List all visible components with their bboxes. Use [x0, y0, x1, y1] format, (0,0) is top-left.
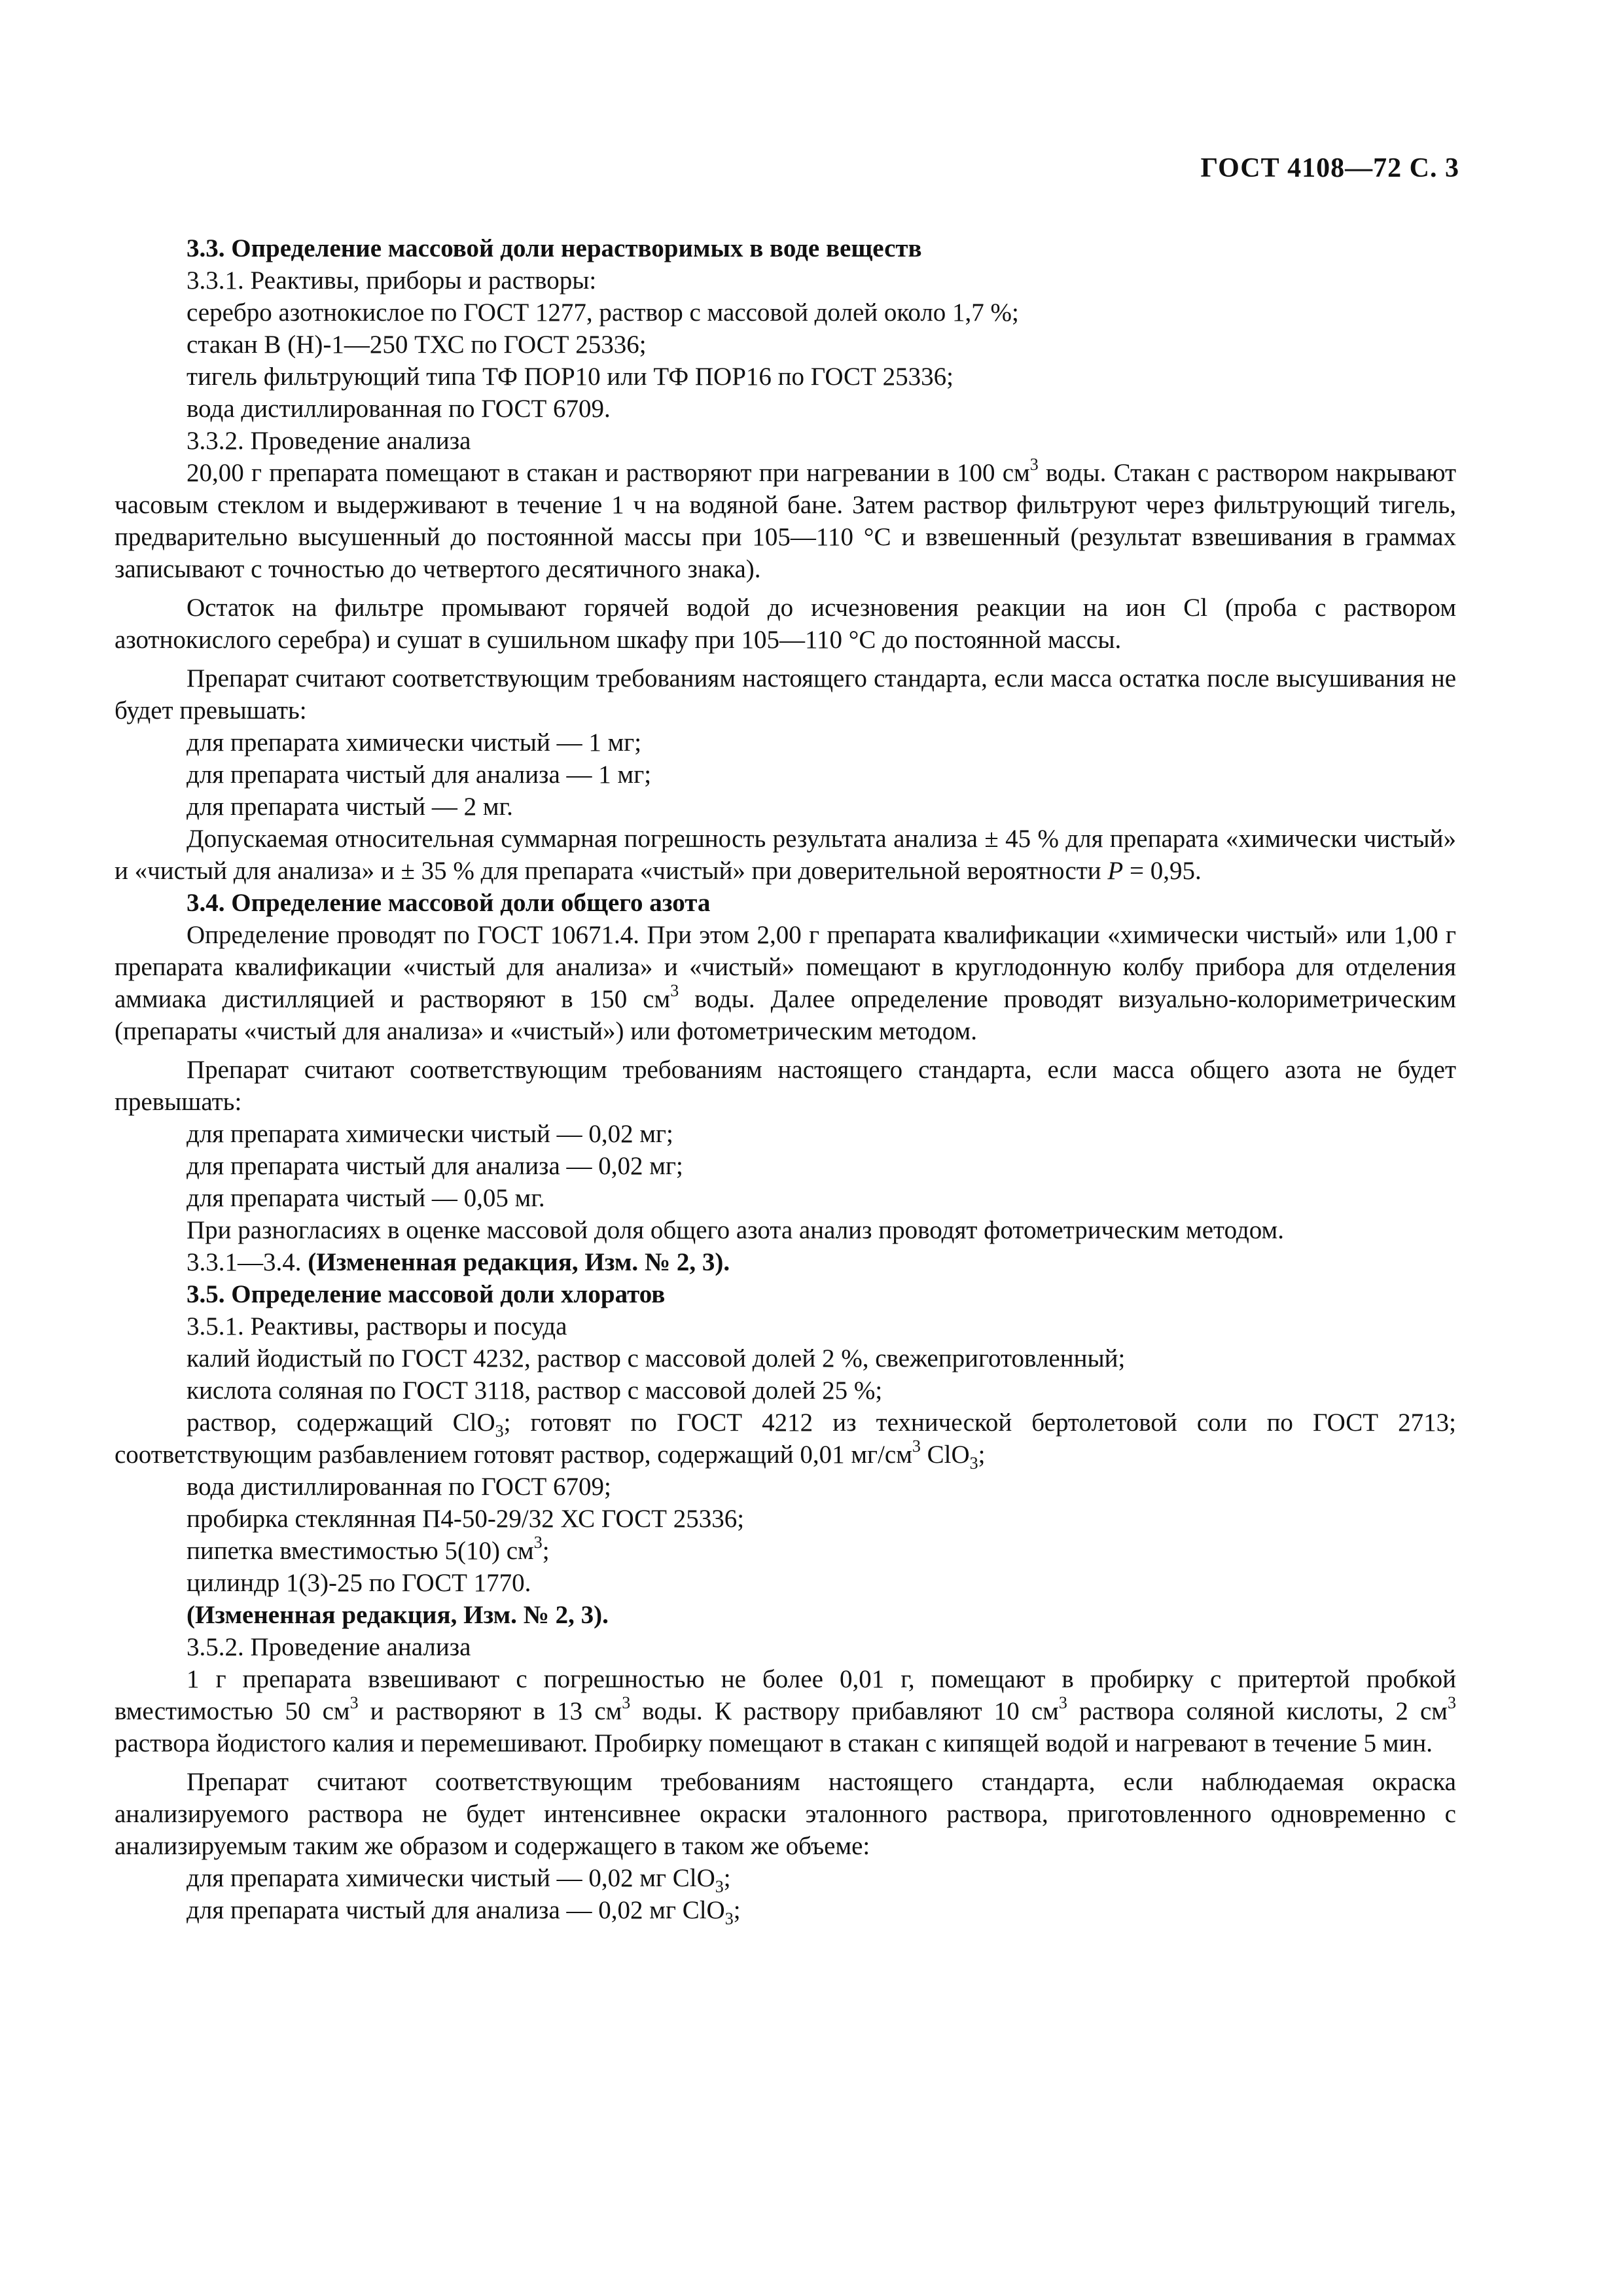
paragraph: [115, 1862, 1456, 1894]
paragraph: [115, 1150, 1456, 1182]
paragraph: [115, 919, 1456, 1047]
text-segment: 3.5.2. Проведение анализа: [187, 1633, 471, 1661]
paragraph: [115, 1503, 1456, 1535]
text-segment: 3: [533, 1533, 543, 1552]
text-segment: (Измененная редакция, Изм. № 2, 3).: [308, 1248, 730, 1276]
text-segment: 20,00 г препарата помещают в стакан и растворяют при нагревании в 100 см: [187, 459, 1030, 487]
paragraph: [115, 759, 1456, 791]
text-segment: ;: [723, 1864, 731, 1892]
page-header: ГОСТ 4108—72 С. 3: [1200, 153, 1459, 183]
text-segment: 1 г препарата взвешивают с погрешностью не более 0,01 г, помещают в пробирку с притертой пробкой вместимостью 50 см: [115, 1665, 1456, 1725]
paragraph: [115, 823, 1456, 887]
paragraph: [115, 1374, 1456, 1407]
text-segment: 3.5. Определение массовой доли хлоратов: [187, 1280, 666, 1308]
text-segment: воды. Далее определение проводят визуально-колориметрическим (препараты «чистый для анализа» и «чистый») или фотометрическим методом.: [115, 985, 1456, 1045]
paragraph: [115, 1894, 1456, 1926]
text-segment: вода дистиллированная по ГОСТ 6709;: [187, 1473, 611, 1501]
text-segment: 3: [969, 1454, 978, 1473]
paragraph: [115, 264, 1456, 296]
text-segment: воды. Стакан с раствором накрывают часовым стеклом и выдерживают в течение 1 ч на водяной бане. Затем раствор фильтруют через фильтрующий тигель, предварительно высушенный до постоянной массы при 105—110 °С и взвешенный (результат взвешивания в граммах записывают с точностью до четвертого десятичного знака).: [115, 459, 1456, 583]
paragraph: [115, 1471, 1456, 1503]
paragraph: [115, 1631, 1456, 1663]
text-segment: Допускаемая относительная суммарная погрешность результата анализа ± 45 % для препарата «химически чистый» и «чистый для анализа» и ± 35 % для препарата «чистый» при доверительной вероятности: [115, 825, 1456, 885]
text-segment: ; готовят по ГОСТ 4212 из технической бертолетовой соли по ГОСТ 2713; соответствующим разбавлением готовят раствор, содержащий 0,01 мг/см: [115, 1408, 1456, 1469]
text-segment: для препарата чистый — 2 мг.: [187, 793, 513, 821]
text-segment: для препарата чистый для анализа — 0,02 мг ClO: [187, 1896, 725, 1924]
paragraph: [115, 393, 1456, 425]
document-body: [115, 232, 1456, 1926]
text-segment: 3: [724, 1909, 734, 1928]
text-segment: стакан В (Н)-1—250 ТХС по ГОСТ 25336;: [187, 331, 647, 359]
text-segment: Препарат считают соответствующим требованиям настоящего стандарта, если наблюдаемая окраска анализируемого раствора не будет интенсивнее окраски эталонного раствора, приготовленного одновременно с анализируемым таким же образом и содержащего в таком же объеме:: [115, 1768, 1456, 1860]
text-segment: для препарата чистый для анализа — 0,02 мг;: [187, 1152, 683, 1180]
paragraph: [115, 329, 1456, 361]
section-heading: [115, 1278, 1456, 1310]
text-segment: При разногласиях в оценке массовой доля общего азота анализ проводят фотометрическим методом.: [187, 1216, 1284, 1244]
paragraph: [115, 457, 1456, 585]
paragraph: [115, 1182, 1456, 1214]
text-segment: пробирка стеклянная П4-50-29/32 ХС ГОСТ 25336;: [187, 1505, 745, 1533]
paragraph: [115, 1310, 1456, 1342]
text-segment: 3: [349, 1693, 359, 1712]
paragraph: [115, 1567, 1456, 1599]
text-segment: ;: [978, 1441, 986, 1469]
paragraph: [115, 1118, 1456, 1150]
text-segment: 3.3.1—3.4.: [187, 1248, 308, 1276]
paragraph: [115, 791, 1456, 823]
text-segment: серебро азотнокислое по ГОСТ 1277, раствор с массовой долей около 1,7 %;: [187, 298, 1019, 327]
paragraph: [115, 296, 1456, 329]
text-segment: Определение проводят по ГОСТ 10671.4. При этом 2,00 г препарата квалификации «химически чистый» или 1,00 г препарата квалификации «чистый для анализа» и «чистый» помещают в круглодонную колбу прибора для отделения аммиака дистилляцией и растворяют в 150 см: [115, 921, 1456, 1013]
text-segment: и растворяют в 13 см: [358, 1697, 622, 1725]
text-segment: для препарата химически чистый — 0,02 мг;: [187, 1120, 673, 1148]
text-segment: 3: [1029, 455, 1039, 474]
section-heading: [115, 887, 1456, 919]
text-segment: для препарата чистый — 0,05 мг.: [187, 1184, 545, 1212]
paragraph: [115, 425, 1456, 457]
text-segment: P: [1107, 857, 1124, 885]
paragraph: [115, 1342, 1456, 1374]
text-segment: для препарата химически чистый — 0,02 мг ClO: [187, 1864, 715, 1892]
text-segment: 3: [912, 1437, 921, 1456]
text-segment: 3.3.1. Реактивы, приборы и растворы:: [187, 266, 597, 295]
paragraph: [115, 1535, 1456, 1567]
text-segment: (Измененная редакция, Изм. № 2, 3).: [187, 1601, 609, 1629]
text-segment: калий йодистый по ГОСТ 4232, раствор с массовой долей 2 %, свежеприготовленный;: [187, 1344, 1126, 1372]
paragraph: [115, 726, 1456, 759]
paragraph: [115, 1246, 1456, 1278]
text-segment: вода дистиллированная по ГОСТ 6709.: [187, 395, 611, 423]
text-segment: для препарата чистый для анализа — 1 мг;: [187, 761, 652, 789]
text-segment: Препарат считают соответствующим требованиям настоящего стандарта, если масса остатка после высушивания не будет превышать:: [115, 664, 1456, 725]
text-segment: тигель фильтрующий типа ТФ ПОР10 или ТФ ПОР16 по ГОСТ 25336;: [187, 363, 954, 391]
text-segment: ClO: [920, 1441, 970, 1469]
paragraph: [115, 1663, 1456, 1759]
paragraph: [115, 1407, 1456, 1471]
text-segment: 3.3.2. Проведение анализа: [187, 427, 471, 455]
paragraph: [115, 592, 1456, 656]
text-segment: 3: [495, 1422, 504, 1441]
text-segment: кислота соляная по ГОСТ 3118, раствор с массовой долей 25 %;: [187, 1376, 883, 1405]
section-heading: [115, 232, 1456, 264]
paragraph: [115, 361, 1456, 393]
paragraph: [115, 1054, 1456, 1118]
text-segment: 3: [1448, 1693, 1456, 1712]
text-segment: пипетка вместимостью 5(10) см: [187, 1537, 534, 1565]
text-segment: 3.5.1. Реактивы, растворы и посуда: [187, 1312, 567, 1340]
text-segment: 3.4. Определение массовой доли общего азота: [187, 889, 711, 917]
text-segment: 3: [715, 1877, 724, 1896]
paragraph: [115, 662, 1456, 726]
paragraph: [115, 1766, 1456, 1862]
text-segment: = 0,95.: [1123, 857, 1202, 885]
text-segment: ;: [542, 1537, 550, 1565]
text-segment: Остаток на фильтре промывают горячей водой до исчезновения реакции на ион Cl (проба с раствором азотнокислого серебра) и сушат в сушильном шкафу при 105—110 °С до постоянной массы.: [115, 594, 1456, 654]
text-segment: раствор, содержащий ClO: [187, 1408, 495, 1437]
paragraph: [115, 1599, 1456, 1631]
text-segment: для препарата химически чистый — 1 мг;: [187, 728, 642, 757]
text-segment: раствора йодистого калия и перемешивают. Пробирку помещают в стакан с кипящей водой и нагревают в течение 5 мин.: [115, 1729, 1433, 1757]
text-segment: раствора соляной кислоты, 2 см: [1067, 1697, 1448, 1725]
text-segment: воды. К раствору прибавляют 10 см: [630, 1697, 1059, 1725]
paragraph: [115, 1214, 1456, 1246]
text-segment: 3: [622, 1693, 631, 1712]
text-segment: ;: [733, 1896, 741, 1924]
text-segment: 3: [1058, 1693, 1067, 1712]
text-segment: 3.3. Определение массовой доли нерастворимых в воде веществ: [187, 234, 922, 262]
text-segment: 3: [670, 981, 679, 1000]
text-segment: цилиндр 1(3)-25 по ГОСТ 1770.: [187, 1569, 531, 1597]
text-segment: Препарат считают соответствующим требованиям настоящего стандарта, если масса общего азота не будет превышать:: [115, 1056, 1456, 1116]
